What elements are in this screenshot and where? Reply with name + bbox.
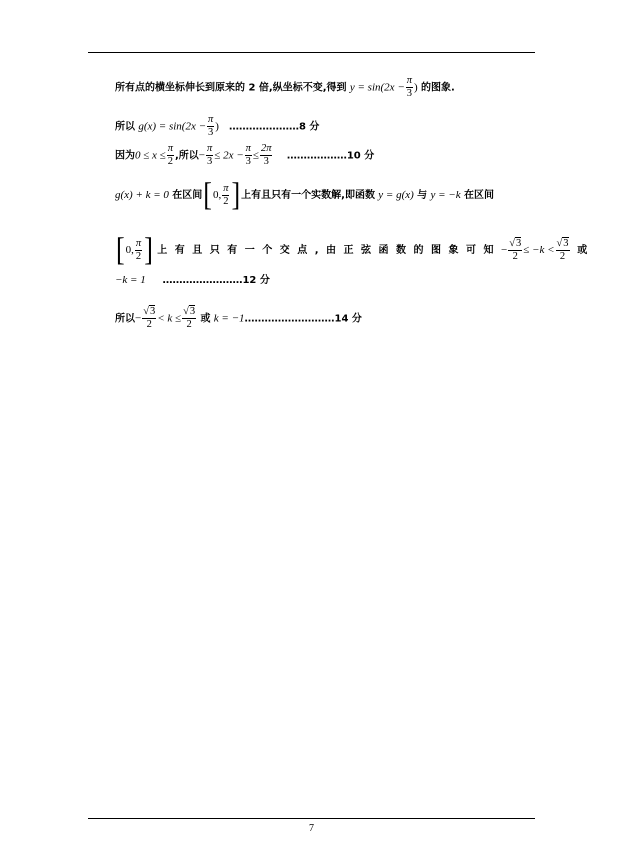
fraction-numerator: π <box>208 114 214 125</box>
text-line-2 <box>115 114 319 139</box>
line1-expr-close: ) <box>414 81 418 94</box>
fraction-numerator: π <box>167 143 173 154</box>
right-bracket: ] <box>144 231 153 268</box>
fraction-denominator: 2 <box>223 195 229 207</box>
interval-zero: 0, <box>125 244 134 256</box>
line4-and: 与 <box>417 190 428 201</box>
fraction-denominator: 3 <box>245 156 251 167</box>
fraction-numerator: π <box>207 143 213 154</box>
footer-rule <box>88 818 535 819</box>
fraction-denominator: 3 <box>208 127 214 138</box>
line7-so: 所以 <box>115 313 135 325</box>
fraction-denominator: 3 <box>263 156 269 167</box>
line7-fraction-sqrt-1 <box>142 306 156 331</box>
fraction-numerator: π <box>406 75 413 86</box>
left-bracket: [ <box>116 231 125 268</box>
fraction-numerator: π <box>223 182 229 194</box>
line4-in: 在区间 <box>172 190 203 201</box>
fraction-denominator: 3 <box>406 88 412 99</box>
line5-or: 或 <box>577 245 588 256</box>
page-number: 7 <box>309 823 314 834</box>
line2-expr-close: ) <box>215 120 219 133</box>
fraction-denominator: 2 <box>167 156 173 167</box>
sqrt-radicand: 3 <box>149 306 156 317</box>
text-line-4 <box>115 176 494 213</box>
fraction-numerator: √3 <box>509 237 522 249</box>
line4-in2: 在区间 <box>463 190 494 201</box>
line3-fraction-3 <box>245 143 252 168</box>
line4-text: 上有且只有一个实数解,即函数 <box>241 190 375 201</box>
text-line-3 <box>115 143 374 168</box>
line3-ineq: 0 ≤ x ≤ <box>135 149 166 162</box>
line7-expr: k = −1 <box>213 312 245 325</box>
text-line-6 <box>115 273 270 288</box>
fraction-denominator: 2 <box>559 250 566 262</box>
line1-expr: y = sin(2x − <box>349 81 405 94</box>
line5-fraction <box>135 238 142 263</box>
line3-fraction-4 <box>260 143 273 168</box>
sqrt-radicand: 3 <box>516 237 522 249</box>
line6-expr: −k = 1 <box>115 274 146 286</box>
score-12: ……………………12 分 <box>162 275 270 286</box>
line1-fraction <box>406 75 413 100</box>
fraction-numerator: 2π <box>260 143 272 154</box>
fraction-numerator: √3 <box>183 306 196 317</box>
line3-mid: ≤ 2x − <box>214 149 244 162</box>
text-line-5 <box>115 231 588 268</box>
score-8: …………………8 分 <box>228 121 320 133</box>
text-line-7 <box>115 306 362 331</box>
minus-sign: − <box>198 149 206 162</box>
fraction-denominator: 2 <box>186 319 192 330</box>
line7-mid: < k ≤ <box>157 312 182 325</box>
fraction-denominator: 2 <box>146 319 152 330</box>
line3-fraction-1 <box>167 143 174 168</box>
fraction-numerator: π <box>245 143 251 154</box>
line5-text: 上有且只有一个交点,由正弦函数的图象可知 <box>157 245 502 256</box>
line5-fraction-sqrt-2 <box>556 238 570 263</box>
fraction-numerator: π <box>135 237 142 249</box>
text-line-1 <box>115 75 455 100</box>
score-10: ………………10 分 <box>286 150 375 162</box>
line4-expr: g(x) + k = 0 <box>115 189 169 201</box>
left-bracket: [ <box>203 176 212 213</box>
fraction-denominator: 3 <box>207 156 213 167</box>
header-rule <box>88 52 535 53</box>
line4-fraction <box>222 183 229 208</box>
sqrt-radicand: 3 <box>189 306 196 317</box>
line3-because: 因为 <box>115 150 135 162</box>
score-14: ………………………14 分 <box>244 313 362 325</box>
fraction-numerator: √3 <box>143 306 156 317</box>
line7-or: 或 <box>200 313 211 325</box>
line3-fraction-2 <box>206 143 213 168</box>
line4-y2: y = −k <box>430 189 461 201</box>
minus-sign: − <box>135 312 142 325</box>
fraction-denominator: 2 <box>135 250 142 262</box>
sqrt-radicand: 3 <box>563 237 569 249</box>
fraction-numerator: √3 <box>556 237 569 249</box>
le-sign: ≤ <box>252 149 259 162</box>
interval-zero: 0, <box>212 189 222 201</box>
line2-text: 所以 <box>115 121 135 133</box>
line2-expr: g(x) = sin(2x − <box>138 120 207 133</box>
fraction-denominator: 2 <box>512 250 518 262</box>
right-bracket: ] <box>231 176 241 213</box>
minus-sign: − <box>501 244 508 256</box>
line1-tail: 的图象. <box>421 82 455 94</box>
line2-fraction <box>207 114 214 139</box>
line1-text: 所有点的横坐标伸长到原来的 2 倍,纵坐标不变,得到 <box>115 82 347 94</box>
line5-fraction-sqrt-1 <box>508 238 522 263</box>
line5-mid: ≤ −k < <box>523 244 555 256</box>
line7-fraction-sqrt-2 <box>182 306 196 331</box>
line3-so: ,所以 <box>174 150 199 162</box>
line4-y1: y = g(x) <box>378 189 414 201</box>
